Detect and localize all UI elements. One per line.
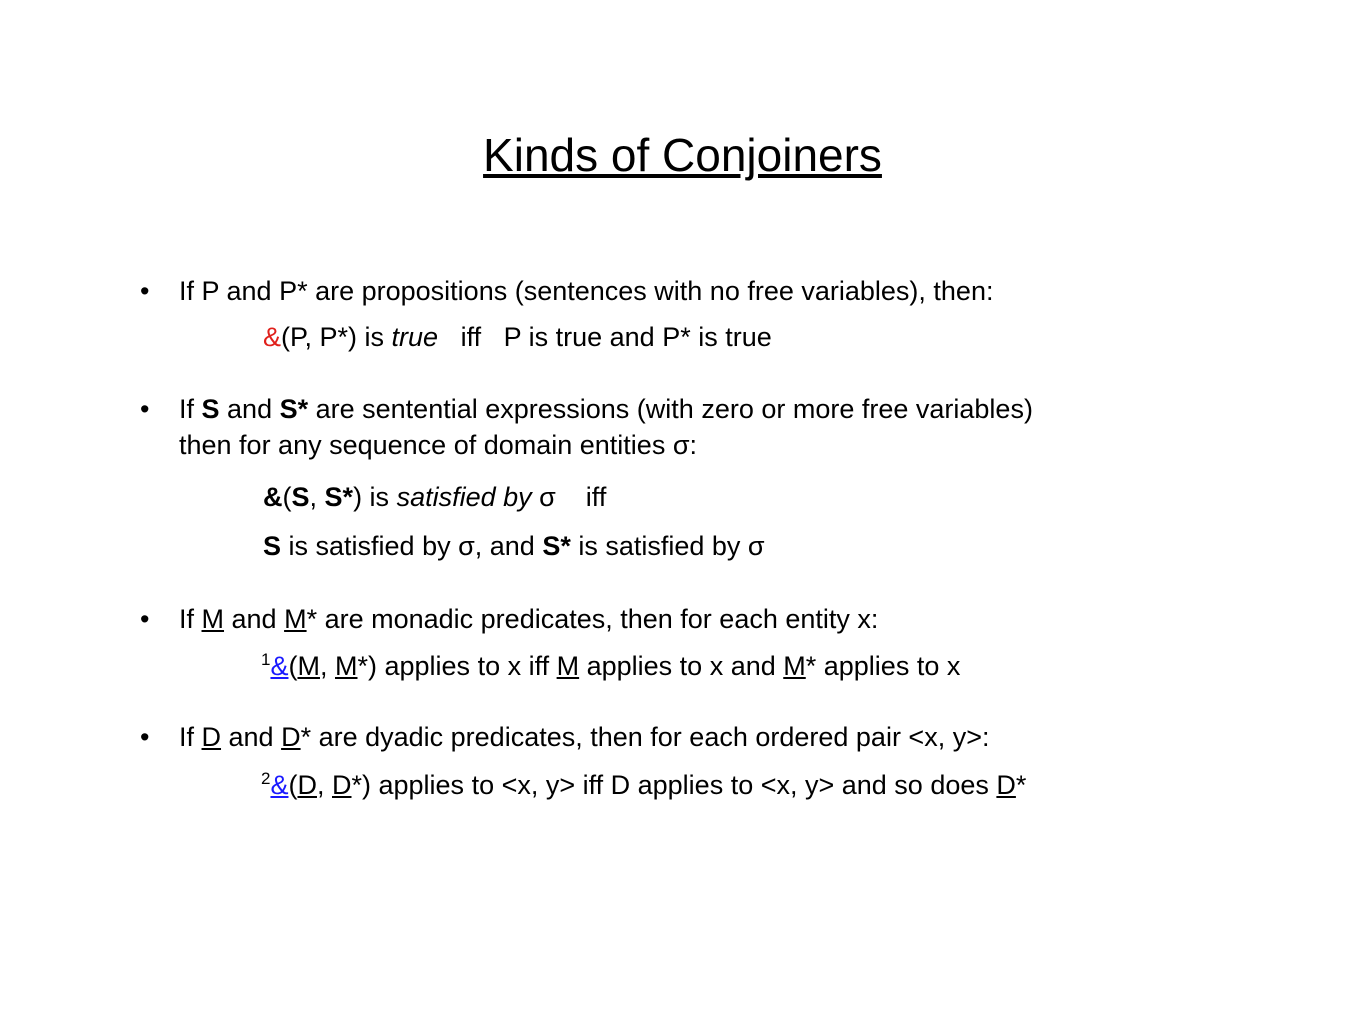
- text: If: [179, 394, 202, 424]
- text: and: [224, 604, 285, 634]
- text: is satisfied by σ, and: [281, 531, 543, 561]
- bullet-marker: •: [140, 604, 150, 634]
- underlined-symbol: M: [201, 604, 225, 634]
- text: is satisfied by σ: [570, 531, 765, 561]
- formula-italic: true: [391, 322, 439, 352]
- bold-symbol: S*: [324, 482, 354, 512]
- bold-symbol: S*: [542, 531, 571, 561]
- text: If: [179, 722, 202, 752]
- underlined-symbol: D: [332, 770, 352, 800]
- bullet-2-formula: [263, 484, 606, 511]
- formula-text: iff P is true and P* is true: [438, 322, 772, 352]
- superscript: 2: [261, 769, 271, 788]
- text: applies to x and: [579, 651, 784, 681]
- text: σ iff: [531, 482, 607, 512]
- bullet-2-condition: [263, 533, 765, 560]
- text: and: [221, 722, 282, 752]
- underlined-symbol: M: [335, 651, 358, 681]
- underlined-symbol: M: [556, 651, 580, 681]
- bold-symbol: S: [263, 531, 282, 561]
- text: * are monadic predicates, then for each entity x:: [306, 604, 879, 634]
- bullet-3-text: [179, 606, 878, 633]
- text: ) is: [353, 482, 397, 512]
- text: If: [179, 604, 202, 634]
- text: * applies to x: [805, 651, 961, 681]
- bullet-2-text-line-1: [179, 396, 1033, 423]
- bullet-4-text: [179, 724, 989, 751]
- bullet-2-text-line-2: then for any sequence of domain entities σ:: [179, 430, 697, 460]
- formula-italic: satisfied by: [396, 482, 532, 512]
- underlined-symbol: D: [297, 770, 317, 800]
- bullet-1-formula: [263, 324, 772, 351]
- text: (: [288, 651, 298, 681]
- superscript: 1: [261, 650, 271, 669]
- text: ,: [309, 482, 325, 512]
- ampersand-blue: &: [270, 770, 289, 800]
- text: ,: [316, 770, 332, 800]
- bullet-marker: •: [140, 722, 150, 752]
- bold-symbol: S: [291, 482, 310, 512]
- bullet-marker: •: [140, 276, 150, 306]
- bold-symbol: S*: [279, 394, 309, 424]
- bullet-1-text: If P and P* are propositions (sentences with no free variables), then:: [179, 276, 994, 306]
- underlined-symbol: D: [201, 722, 222, 752]
- bullet-marker: •: [140, 394, 150, 424]
- bullet-3-formula: [261, 651, 960, 680]
- bold-symbol: S: [201, 394, 220, 424]
- underlined-symbol: D: [281, 722, 301, 752]
- ampersand-red: &: [263, 322, 282, 352]
- underlined-symbol: M: [783, 651, 806, 681]
- underlined-symbol: D: [996, 770, 1016, 800]
- text: ,: [319, 651, 335, 681]
- text: (: [282, 482, 292, 512]
- text: (: [288, 770, 298, 800]
- ampersand-bold: &: [263, 482, 283, 512]
- underlined-symbol: M: [297, 651, 320, 681]
- bullet-4-formula: [261, 770, 1026, 799]
- text: *: [1015, 770, 1027, 800]
- text: and: [219, 394, 280, 424]
- formula-text: (P, P*) is: [281, 322, 392, 352]
- text: are sentential expressions (with zero or more free variables): [308, 394, 1033, 424]
- slide-title: Kinds of Conjoiners: [483, 129, 882, 181]
- ampersand-blue: &: [270, 651, 289, 681]
- text: * are dyadic predicates, then for each ordered pair <x, y>:: [300, 722, 990, 752]
- text: *) applies to <x, y> iff D applies to <x, y> and so does: [351, 770, 997, 800]
- text: *) applies to x iff: [357, 651, 557, 681]
- underlined-symbol: M: [284, 604, 307, 634]
